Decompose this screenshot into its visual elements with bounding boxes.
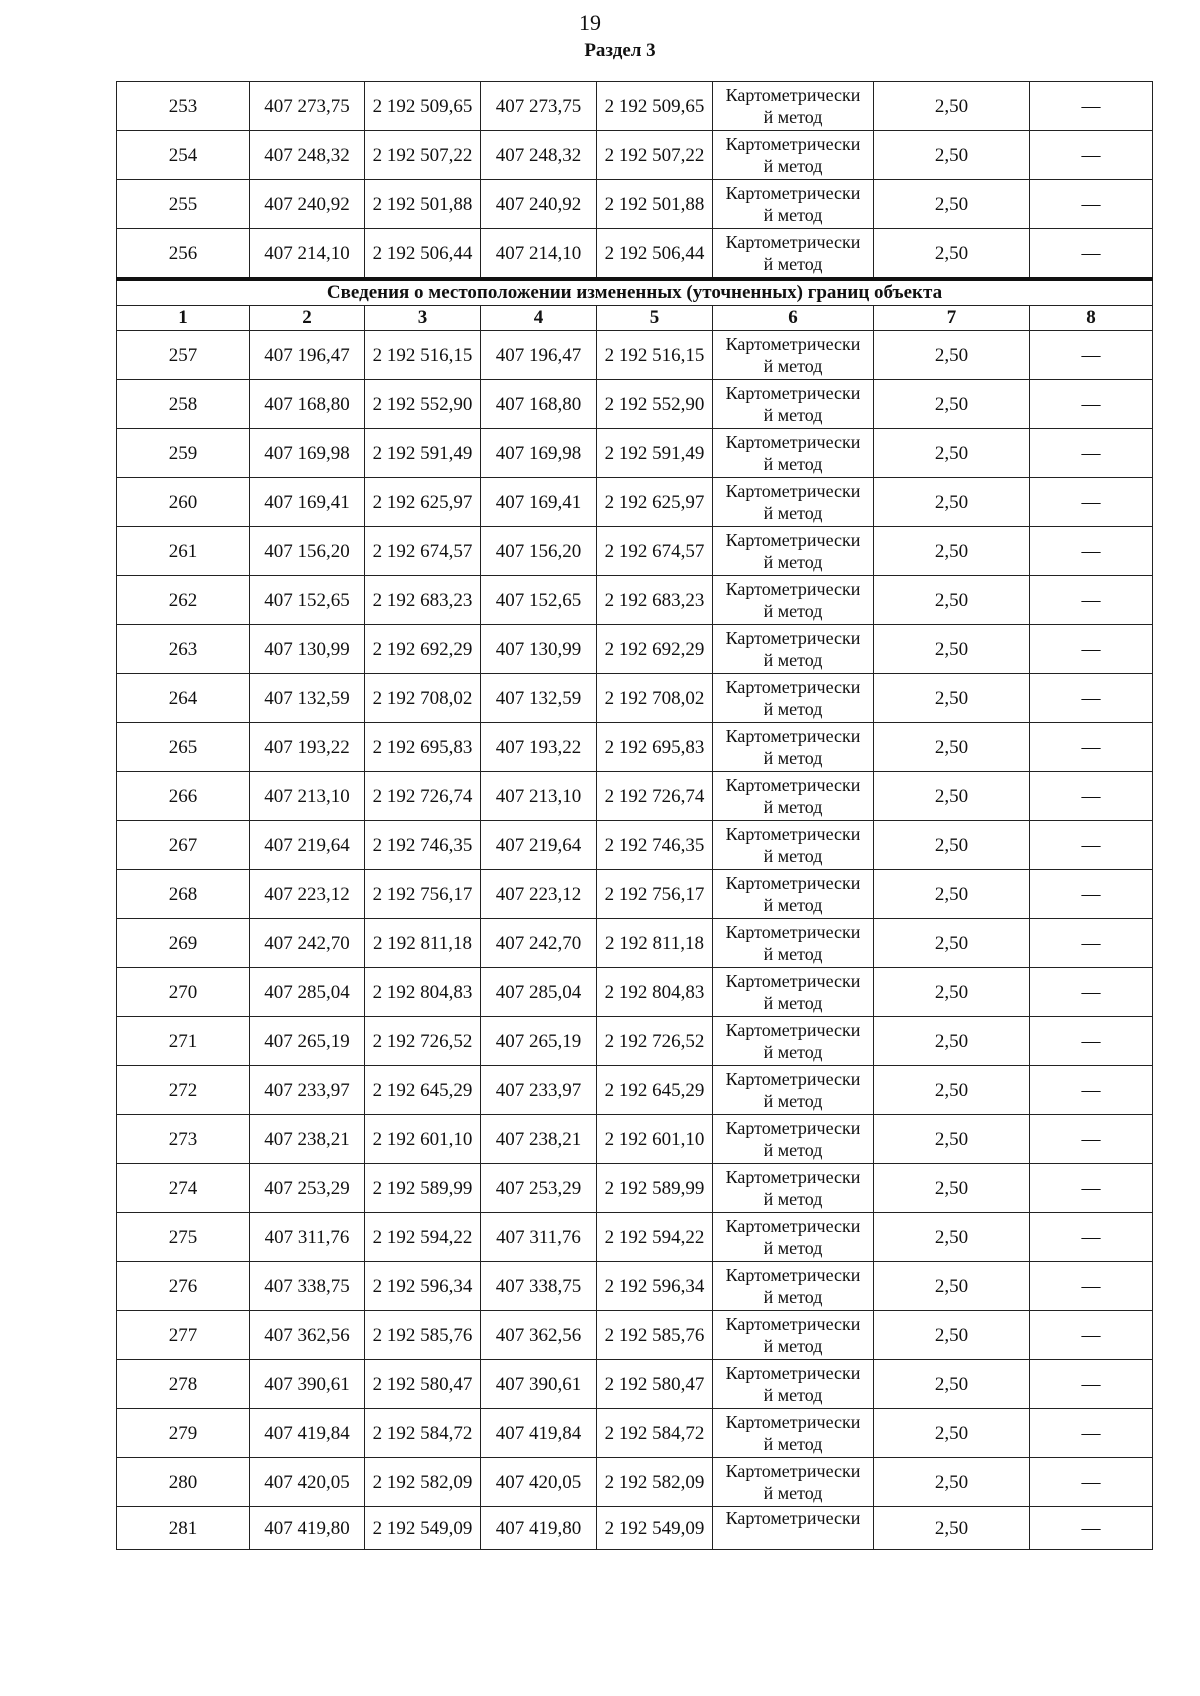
point-number-cell: 272 — [117, 1066, 250, 1115]
method-cell: Картометрически й метод — [713, 1017, 874, 1066]
x-new-cell: 407 169,41 — [481, 478, 597, 527]
table-row — [117, 1213, 1153, 1262]
y-existing-cell: 2 192 674,57 — [365, 527, 481, 576]
x-new-cell: 407 273,75 — [481, 82, 597, 131]
x-new-cell: 407 213,10 — [481, 772, 597, 821]
point-number-cell: 262 — [117, 576, 250, 625]
y-new-cell: 2 192 594,22 — [597, 1213, 713, 1262]
description-cell: — — [1030, 1262, 1153, 1311]
x-existing-cell: 407 419,80 — [250, 1507, 365, 1550]
column-number-cell: 7 — [874, 306, 1030, 331]
y-new-cell: 2 192 683,23 — [597, 576, 713, 625]
table-row — [117, 429, 1153, 478]
y-new-cell: 2 192 509,65 — [597, 82, 713, 131]
accuracy-cell: 2,50 — [874, 576, 1030, 625]
x-existing-cell: 407 223,12 — [250, 870, 365, 919]
table-row — [117, 1017, 1153, 1066]
table-row — [117, 478, 1153, 527]
accuracy-cell: 2,50 — [874, 1458, 1030, 1507]
x-existing-cell: 407 238,21 — [250, 1115, 365, 1164]
x-new-cell: 407 311,76 — [481, 1213, 597, 1262]
method-cell: Картометрически й метод — [713, 1458, 874, 1507]
method-cell: Картометрически й метод — [713, 1164, 874, 1213]
x-existing-cell: 407 169,41 — [250, 478, 365, 527]
x-existing-cell: 407 169,98 — [250, 429, 365, 478]
x-new-cell: 407 233,97 — [481, 1066, 597, 1115]
accuracy-cell: 2,50 — [874, 331, 1030, 380]
accuracy-cell: 2,50 — [874, 1115, 1030, 1164]
y-new-cell: 2 192 726,74 — [597, 772, 713, 821]
x-existing-cell: 407 196,47 — [250, 331, 365, 380]
y-new-cell: 2 192 746,35 — [597, 821, 713, 870]
table-row — [117, 331, 1153, 380]
description-cell: — — [1030, 1213, 1153, 1262]
method-cell: Картометрически й метод — [713, 429, 874, 478]
point-number-cell: 254 — [117, 131, 250, 180]
x-existing-cell: 407 338,75 — [250, 1262, 365, 1311]
description-cell: — — [1030, 723, 1153, 772]
accuracy-cell: 2,50 — [874, 82, 1030, 131]
x-new-cell: 407 130,99 — [481, 625, 597, 674]
x-existing-cell: 407 132,59 — [250, 674, 365, 723]
y-existing-cell: 2 192 589,99 — [365, 1164, 481, 1213]
table-row — [117, 723, 1153, 772]
description-cell: — — [1030, 1115, 1153, 1164]
y-new-cell: 2 192 591,49 — [597, 429, 713, 478]
x-new-cell: 407 248,32 — [481, 131, 597, 180]
y-existing-cell: 2 192 516,15 — [365, 331, 481, 380]
description-cell: — — [1030, 1360, 1153, 1409]
page-number: 19 — [579, 10, 601, 35]
accuracy-cell: 2,50 — [874, 625, 1030, 674]
column-number-cell: 3 — [365, 306, 481, 331]
coordinates-table — [116, 81, 1153, 1550]
point-number-cell: 253 — [117, 82, 250, 131]
column-number-cell: 5 — [597, 306, 713, 331]
table-row — [117, 821, 1153, 870]
y-existing-cell: 2 192 625,97 — [365, 478, 481, 527]
accuracy-cell: 2,50 — [874, 131, 1030, 180]
accuracy-cell: 2,50 — [874, 1017, 1030, 1066]
x-existing-cell: 407 152,65 — [250, 576, 365, 625]
x-existing-cell: 407 214,10 — [250, 229, 365, 280]
method-cell: Картометрически й метод — [713, 527, 874, 576]
x-new-cell: 407 240,92 — [481, 180, 597, 229]
description-cell: — — [1030, 674, 1153, 723]
x-new-cell: 407 169,98 — [481, 429, 597, 478]
accuracy-cell: 2,50 — [874, 821, 1030, 870]
accuracy-cell: 2,50 — [874, 1164, 1030, 1213]
description-cell: — — [1030, 1066, 1153, 1115]
method-cell: Картометрически й метод — [713, 1360, 874, 1409]
description-cell: — — [1030, 380, 1153, 429]
point-number-cell: 265 — [117, 723, 250, 772]
description-cell: — — [1030, 229, 1153, 280]
column-number-cell: 2 — [250, 306, 365, 331]
x-existing-cell: 407 265,19 — [250, 1017, 365, 1066]
y-existing-cell: 2 192 804,83 — [365, 968, 481, 1017]
method-cell: Картометрически й метод — [713, 968, 874, 1017]
description-cell: — — [1030, 968, 1153, 1017]
y-existing-cell: 2 192 726,74 — [365, 772, 481, 821]
y-new-cell: 2 192 708,02 — [597, 674, 713, 723]
x-new-cell: 407 193,22 — [481, 723, 597, 772]
method-cell: Картометрически й метод — [713, 723, 874, 772]
point-number-cell: 273 — [117, 1115, 250, 1164]
accuracy-cell: 2,50 — [874, 870, 1030, 919]
y-existing-cell: 2 192 549,09 — [365, 1507, 481, 1550]
x-existing-cell: 407 420,05 — [250, 1458, 365, 1507]
y-new-cell: 2 192 674,57 — [597, 527, 713, 576]
x-existing-cell: 407 193,22 — [250, 723, 365, 772]
method-cell: Картометрически й метод — [713, 1066, 874, 1115]
description-cell: — — [1030, 870, 1153, 919]
y-existing-cell: 2 192 708,02 — [365, 674, 481, 723]
point-number-cell: 256 — [117, 229, 250, 280]
x-new-cell: 407 219,64 — [481, 821, 597, 870]
point-number-cell: 275 — [117, 1213, 250, 1262]
y-existing-cell: 2 192 591,49 — [365, 429, 481, 478]
y-existing-cell: 2 192 683,23 — [365, 576, 481, 625]
x-existing-cell: 407 213,10 — [250, 772, 365, 821]
method-cell: Картометрически й метод — [713, 229, 874, 280]
x-new-cell: 407 265,19 — [481, 1017, 597, 1066]
x-new-cell: 407 362,56 — [481, 1311, 597, 1360]
y-existing-cell: 2 192 594,22 — [365, 1213, 481, 1262]
y-new-cell: 2 192 692,29 — [597, 625, 713, 674]
table-row — [117, 1164, 1153, 1213]
point-number-cell: 259 — [117, 429, 250, 478]
y-existing-cell: 2 192 501,88 — [365, 180, 481, 229]
description-cell: — — [1030, 1409, 1153, 1458]
table-row — [117, 527, 1153, 576]
accuracy-cell: 2,50 — [874, 772, 1030, 821]
y-new-cell: 2 192 501,88 — [597, 180, 713, 229]
method-cell: Картометрически й метод — [713, 180, 874, 229]
point-number-cell: 267 — [117, 821, 250, 870]
accuracy-cell: 2,50 — [874, 1311, 1030, 1360]
accuracy-cell: 2,50 — [874, 1262, 1030, 1311]
y-new-cell: 2 192 584,72 — [597, 1409, 713, 1458]
table-row — [117, 1115, 1153, 1164]
x-new-cell: 407 285,04 — [481, 968, 597, 1017]
accuracy-cell: 2,50 — [874, 380, 1030, 429]
x-new-cell: 407 214,10 — [481, 229, 597, 280]
y-new-cell: 2 192 625,97 — [597, 478, 713, 527]
y-existing-cell: 2 192 692,29 — [365, 625, 481, 674]
description-cell: — — [1030, 1017, 1153, 1066]
y-new-cell: 2 192 756,17 — [597, 870, 713, 919]
x-new-cell: 407 168,80 — [481, 380, 597, 429]
y-new-cell: 2 192 601,10 — [597, 1115, 713, 1164]
table-row — [117, 674, 1153, 723]
accuracy-cell: 2,50 — [874, 478, 1030, 527]
description-cell: — — [1030, 1311, 1153, 1360]
subheader-row — [117, 279, 1153, 306]
y-existing-cell: 2 192 695,83 — [365, 723, 481, 772]
table-row — [117, 82, 1153, 131]
accuracy-cell: 2,50 — [874, 180, 1030, 229]
section-title: Раздел 3 — [584, 40, 656, 61]
accuracy-cell: 2,50 — [874, 968, 1030, 1017]
description-cell: — — [1030, 131, 1153, 180]
description-cell: — — [1030, 1458, 1153, 1507]
y-new-cell: 2 192 582,09 — [597, 1458, 713, 1507]
method-cell: Картометрически й метод — [713, 1311, 874, 1360]
point-number-cell: 274 — [117, 1164, 250, 1213]
y-existing-cell: 2 192 584,72 — [365, 1409, 481, 1458]
x-existing-cell: 407 248,32 — [250, 131, 365, 180]
accuracy-cell: 2,50 — [874, 674, 1030, 723]
accuracy-cell: 2,50 — [874, 723, 1030, 772]
table-row — [117, 576, 1153, 625]
method-cell: Картометрически й метод — [713, 870, 874, 919]
y-existing-cell: 2 192 726,52 — [365, 1017, 481, 1066]
x-new-cell: 407 132,59 — [481, 674, 597, 723]
y-existing-cell: 2 192 552,90 — [365, 380, 481, 429]
x-new-cell: 407 390,61 — [481, 1360, 597, 1409]
x-existing-cell: 407 130,99 — [250, 625, 365, 674]
y-existing-cell: 2 192 756,17 — [365, 870, 481, 919]
point-number-cell: 257 — [117, 331, 250, 380]
table-row — [117, 131, 1153, 180]
column-number-cell: 6 — [713, 306, 874, 331]
point-number-cell: 255 — [117, 180, 250, 229]
method-cell: Картометрически й метод — [713, 1409, 874, 1458]
column-number-row — [117, 306, 1153, 331]
accuracy-cell: 2,50 — [874, 1360, 1030, 1409]
method-cell: Картометрически й метод — [713, 131, 874, 180]
accuracy-cell: 2,50 — [874, 1066, 1030, 1115]
table-row — [117, 380, 1153, 429]
y-new-cell: 2 192 516,15 — [597, 331, 713, 380]
point-number-cell: 264 — [117, 674, 250, 723]
x-existing-cell: 407 362,56 — [250, 1311, 365, 1360]
column-number-cell: 1 — [117, 306, 250, 331]
column-number-cell: 8 — [1030, 306, 1153, 331]
y-existing-cell: 2 192 580,47 — [365, 1360, 481, 1409]
table-row — [117, 1066, 1153, 1115]
y-new-cell: 2 192 580,47 — [597, 1360, 713, 1409]
point-number-cell: 278 — [117, 1360, 250, 1409]
method-cell: Картометрически й метод — [713, 821, 874, 870]
table-row — [117, 229, 1153, 280]
table-row — [117, 180, 1153, 229]
table-row — [117, 1409, 1153, 1458]
y-existing-cell: 2 192 746,35 — [365, 821, 481, 870]
table-row — [117, 1507, 1153, 1550]
point-number-cell: 261 — [117, 527, 250, 576]
y-new-cell: 2 192 804,83 — [597, 968, 713, 1017]
point-number-cell: 279 — [117, 1409, 250, 1458]
table-row — [117, 870, 1153, 919]
point-number-cell: 280 — [117, 1458, 250, 1507]
y-new-cell: 2 192 506,44 — [597, 229, 713, 280]
x-existing-cell: 407 390,61 — [250, 1360, 365, 1409]
method-cell: Картометрически й метод — [713, 919, 874, 968]
point-number-cell: 270 — [117, 968, 250, 1017]
x-existing-cell: 407 311,76 — [250, 1213, 365, 1262]
y-new-cell: 2 192 585,76 — [597, 1311, 713, 1360]
x-new-cell: 407 152,65 — [481, 576, 597, 625]
accuracy-cell: 2,50 — [874, 1409, 1030, 1458]
y-existing-cell: 2 192 582,09 — [365, 1458, 481, 1507]
y-new-cell: 2 192 645,29 — [597, 1066, 713, 1115]
y-new-cell: 2 192 549,09 — [597, 1507, 713, 1550]
method-cell: Картометрически й метод — [713, 1262, 874, 1311]
point-number-cell: 276 — [117, 1262, 250, 1311]
accuracy-cell: 2,50 — [874, 229, 1030, 280]
method-cell: Картометрически й метод — [713, 478, 874, 527]
description-cell: — — [1030, 331, 1153, 380]
method-cell: Картометрически — [713, 1507, 874, 1550]
x-existing-cell: 407 419,84 — [250, 1409, 365, 1458]
y-existing-cell: 2 192 585,76 — [365, 1311, 481, 1360]
y-existing-cell: 2 192 506,44 — [365, 229, 481, 280]
description-cell: — — [1030, 1164, 1153, 1213]
y-new-cell: 2 192 695,83 — [597, 723, 713, 772]
x-new-cell: 407 420,05 — [481, 1458, 597, 1507]
accuracy-cell: 2,50 — [874, 1213, 1030, 1262]
x-existing-cell: 407 219,64 — [250, 821, 365, 870]
method-cell: Картометрически й метод — [713, 674, 874, 723]
y-existing-cell: 2 192 596,34 — [365, 1262, 481, 1311]
method-cell: Картометрически й метод — [713, 380, 874, 429]
method-cell: Картометрически й метод — [713, 82, 874, 131]
x-existing-cell: 407 233,97 — [250, 1066, 365, 1115]
x-new-cell: 407 156,20 — [481, 527, 597, 576]
subheader-title: Сведения о местоположении измененных (уточненных) границ объекта — [117, 279, 1153, 306]
description-cell: — — [1030, 180, 1153, 229]
description-cell: — — [1030, 1507, 1153, 1550]
y-existing-cell: 2 192 509,65 — [365, 82, 481, 131]
column-number-cell: 4 — [481, 306, 597, 331]
method-cell: Картометрически й метод — [713, 576, 874, 625]
y-new-cell: 2 192 596,34 — [597, 1262, 713, 1311]
method-cell: Картометрически й метод — [713, 625, 874, 674]
description-cell: — — [1030, 625, 1153, 674]
x-existing-cell: 407 273,75 — [250, 82, 365, 131]
x-new-cell: 407 196,47 — [481, 331, 597, 380]
y-existing-cell: 2 192 645,29 — [365, 1066, 481, 1115]
table-row — [117, 1360, 1153, 1409]
x-existing-cell: 407 156,20 — [250, 527, 365, 576]
accuracy-cell: 2,50 — [874, 1507, 1030, 1550]
point-number-cell: 258 — [117, 380, 250, 429]
description-cell: — — [1030, 478, 1153, 527]
x-new-cell: 407 242,70 — [481, 919, 597, 968]
y-existing-cell: 2 192 507,22 — [365, 131, 481, 180]
y-existing-cell: 2 192 811,18 — [365, 919, 481, 968]
x-new-cell: 407 253,29 — [481, 1164, 597, 1213]
y-new-cell: 2 192 811,18 — [597, 919, 713, 968]
description-cell: — — [1030, 576, 1153, 625]
method-cell: Картометрически й метод — [713, 1213, 874, 1262]
point-number-cell: 281 — [117, 1507, 250, 1550]
x-existing-cell: 407 240,92 — [250, 180, 365, 229]
method-cell: Картометрически й метод — [713, 772, 874, 821]
x-new-cell: 407 338,75 — [481, 1262, 597, 1311]
point-number-cell: 266 — [117, 772, 250, 821]
description-cell: — — [1030, 919, 1153, 968]
table-row — [117, 625, 1153, 674]
description-cell: — — [1030, 82, 1153, 131]
x-existing-cell: 407 285,04 — [250, 968, 365, 1017]
point-number-cell: 263 — [117, 625, 250, 674]
y-new-cell: 2 192 726,52 — [597, 1017, 713, 1066]
accuracy-cell: 2,50 — [874, 429, 1030, 478]
description-cell: — — [1030, 527, 1153, 576]
point-number-cell: 268 — [117, 870, 250, 919]
table-row — [117, 1458, 1153, 1507]
point-number-cell: 277 — [117, 1311, 250, 1360]
description-cell: — — [1030, 821, 1153, 870]
point-number-cell: 269 — [117, 919, 250, 968]
table-row — [117, 1311, 1153, 1360]
x-new-cell: 407 419,84 — [481, 1409, 597, 1458]
x-existing-cell: 407 242,70 — [250, 919, 365, 968]
x-existing-cell: 407 168,80 — [250, 380, 365, 429]
description-cell: — — [1030, 429, 1153, 478]
x-new-cell: 407 238,21 — [481, 1115, 597, 1164]
method-cell: Картометрически й метод — [713, 331, 874, 380]
method-cell: Картометрически й метод — [713, 1115, 874, 1164]
y-new-cell: 2 192 507,22 — [597, 131, 713, 180]
x-existing-cell: 407 253,29 — [250, 1164, 365, 1213]
x-new-cell: 407 223,12 — [481, 870, 597, 919]
table-row — [117, 772, 1153, 821]
y-existing-cell: 2 192 601,10 — [365, 1115, 481, 1164]
y-new-cell: 2 192 552,90 — [597, 380, 713, 429]
point-number-cell: 271 — [117, 1017, 250, 1066]
table-row — [117, 968, 1153, 1017]
description-cell: — — [1030, 772, 1153, 821]
table-row — [117, 919, 1153, 968]
accuracy-cell: 2,50 — [874, 527, 1030, 576]
accuracy-cell: 2,50 — [874, 919, 1030, 968]
y-new-cell: 2 192 589,99 — [597, 1164, 713, 1213]
point-number-cell: 260 — [117, 478, 250, 527]
x-new-cell: 407 419,80 — [481, 1507, 597, 1550]
table-row — [117, 1262, 1153, 1311]
